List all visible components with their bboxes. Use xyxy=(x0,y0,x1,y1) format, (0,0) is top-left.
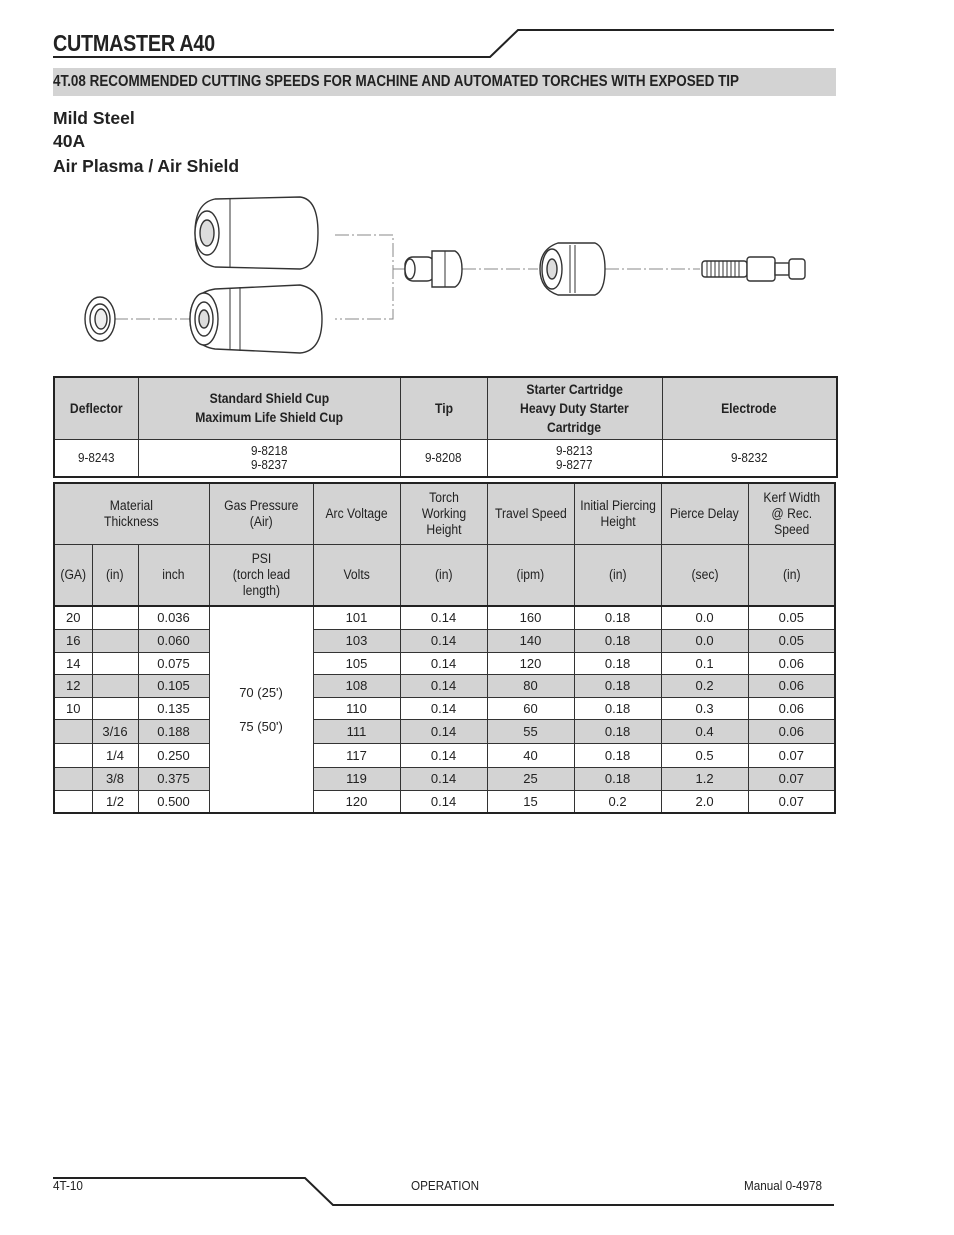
unit-kerf: (in) xyxy=(748,544,835,606)
deflector-part-number: 9-8243 xyxy=(54,439,138,477)
cell-speed: 120 xyxy=(487,652,574,674)
cell-speed: 40 xyxy=(487,743,574,767)
cell-ga: 10 xyxy=(54,697,92,719)
cell-height: 0.14 xyxy=(400,767,487,790)
parts-table xyxy=(53,376,838,478)
table-row xyxy=(54,697,835,719)
cell-pierce: 0.18 xyxy=(574,674,661,697)
kerf-width-header: Kerf Width @ Rec. Speed xyxy=(748,483,835,544)
cell-frac: 1/4 xyxy=(92,743,138,767)
tip-part xyxy=(405,251,462,287)
cell-kerf: 0.05 xyxy=(748,629,835,652)
electrode-part-number: 9-8232 xyxy=(662,439,837,477)
unit-psi: PSI (torch lead length) xyxy=(209,544,313,606)
electrode-part xyxy=(702,257,805,281)
cell-kerf: 0.07 xyxy=(748,743,835,767)
cell-volts: 103 xyxy=(313,629,400,652)
cell-height: 0.14 xyxy=(400,652,487,674)
shield-cup-max-life xyxy=(190,285,322,353)
cutting-speed-table xyxy=(53,482,836,814)
cell-pierce: 0.18 xyxy=(574,606,661,629)
gas-pressure-header: Gas Pressure (Air) xyxy=(209,483,313,544)
shield-cup-standard xyxy=(195,197,318,269)
cell-kerf: 0.07 xyxy=(748,790,835,813)
cell-delay: 1.2 xyxy=(661,767,748,790)
table-row xyxy=(54,790,835,813)
cell-frac xyxy=(92,629,138,652)
cell-pierce: 0.18 xyxy=(574,767,661,790)
shield-cup-header: Standard Shield Cup Maximum Life Shield Cup xyxy=(138,377,400,439)
cell-delay: 2.0 xyxy=(661,790,748,813)
cell-height: 0.14 xyxy=(400,606,487,629)
cell-kerf: 0.06 xyxy=(748,719,835,743)
cell-pierce: 0.18 xyxy=(574,697,661,719)
tip-part-number: 9-8208 xyxy=(400,439,487,477)
cell-ga: 12 xyxy=(54,674,92,697)
cell-delay: 0.1 xyxy=(661,652,748,674)
cell-delay: 0.3 xyxy=(661,697,748,719)
cell-speed: 25 xyxy=(487,767,574,790)
cell-delay: 0.5 xyxy=(661,743,748,767)
cell-inch: 0.075 xyxy=(138,652,209,674)
cell-volts: 108 xyxy=(313,674,400,697)
cell-kerf: 0.06 xyxy=(748,674,835,697)
table-row xyxy=(54,606,835,629)
cell-ga: 14 xyxy=(54,652,92,674)
cell-speed: 15 xyxy=(487,790,574,813)
cell-inch: 0.375 xyxy=(138,767,209,790)
cell-frac: 3/8 xyxy=(92,767,138,790)
cell-volts: 101 xyxy=(313,606,400,629)
cell-frac: 1/2 xyxy=(92,790,138,813)
cell-inch: 0.105 xyxy=(138,674,209,697)
cell-kerf: 0.06 xyxy=(748,652,835,674)
starter-part-numbers: 9-8213 9-8277 xyxy=(487,439,662,477)
cell-inch: 0.188 xyxy=(138,719,209,743)
cell-speed: 55 xyxy=(487,719,574,743)
electrode-header: Electrode xyxy=(662,377,837,439)
cell-delay: 0.0 xyxy=(661,606,748,629)
cell-height: 0.14 xyxy=(400,674,487,697)
table-row xyxy=(54,674,835,697)
cell-speed: 160 xyxy=(487,606,574,629)
page-number: 4T-10 xyxy=(53,1178,83,1193)
cell-ga: 16 xyxy=(54,629,92,652)
cell-height: 0.14 xyxy=(400,743,487,767)
unit-pierce-delay: (sec) xyxy=(661,544,748,606)
manual-number: Manual 0-4978 xyxy=(744,1178,823,1193)
cell-inch: 0.135 xyxy=(138,697,209,719)
cell-delay: 0.2 xyxy=(661,674,748,697)
cell-height: 0.14 xyxy=(400,719,487,743)
cell-delay: 0.0 xyxy=(661,629,748,652)
cell-volts: 117 xyxy=(313,743,400,767)
cell-pierce: 0.18 xyxy=(574,719,661,743)
cell-ga xyxy=(54,767,92,790)
cell-ga xyxy=(54,719,92,743)
cell-inch: 0.060 xyxy=(138,629,209,652)
section-title: 4T.08 RECOMMENDED CUTTING SPEEDS FOR MACHINE AND AUTOMATED TORCHES WITH EXPOSED TIP xyxy=(53,73,739,90)
table-row xyxy=(54,652,835,674)
material-thickness-header: Material Thickness xyxy=(54,483,209,544)
consumables-diagram xyxy=(0,185,954,370)
cell-height: 0.14 xyxy=(400,629,487,652)
cell-kerf: 0.07 xyxy=(748,767,835,790)
torch-height-header: Torch Working Height xyxy=(400,483,487,544)
cell-height: 0.14 xyxy=(400,790,487,813)
cell-volts: 120 xyxy=(313,790,400,813)
unit-pierce-height: (in) xyxy=(574,544,661,606)
deflector-header: Deflector xyxy=(54,377,138,439)
cell-pierce: 0.18 xyxy=(574,652,661,674)
unit-volts: Volts xyxy=(313,544,400,606)
cell-inch: 0.036 xyxy=(138,606,209,629)
table-row xyxy=(54,629,835,652)
header-rule xyxy=(0,0,954,70)
cell-pierce: 0.18 xyxy=(574,743,661,767)
cell-speed: 60 xyxy=(487,697,574,719)
cell-kerf: 0.06 xyxy=(748,697,835,719)
cell-frac xyxy=(92,697,138,719)
cell-frac xyxy=(92,674,138,697)
unit-inch: inch xyxy=(138,544,209,606)
unit-travel-speed: (ipm) xyxy=(487,544,574,606)
cell-ga xyxy=(54,790,92,813)
unit-in: (in) xyxy=(92,544,138,606)
travel-speed-header: Travel Speed xyxy=(487,483,574,544)
cell-inch: 0.500 xyxy=(138,790,209,813)
cell-ga xyxy=(54,743,92,767)
starter-cartridge-part xyxy=(540,243,605,295)
material-label: Mild Steel xyxy=(53,108,135,128)
cell-inch: 0.250 xyxy=(138,743,209,767)
cell-frac xyxy=(92,652,138,674)
cell-speed: 140 xyxy=(487,629,574,652)
doc-title: CUTMASTER A40 xyxy=(53,30,215,56)
table-row xyxy=(54,719,835,743)
gas-label: Air Plasma / Air Shield xyxy=(53,156,240,176)
footer-section: OPERATION xyxy=(411,1178,480,1193)
deflector-part xyxy=(85,297,115,341)
unit-ga: (GA) xyxy=(54,544,92,606)
starter-header: Starter Cartridge Heavy Duty Starter Cartridge xyxy=(487,377,662,439)
tip-header: Tip xyxy=(400,377,487,439)
pierce-height-header: Initial Piercing Height xyxy=(574,483,661,544)
cell-ga: 20 xyxy=(54,606,92,629)
speed-table-body xyxy=(54,606,835,813)
cell-volts: 111 xyxy=(313,719,400,743)
cell-pierce: 0.18 xyxy=(574,629,661,652)
pierce-delay-header: Pierce Delay xyxy=(661,483,748,544)
unit-torch-height: (in) xyxy=(400,544,487,606)
cell-volts: 110 xyxy=(313,697,400,719)
cell-speed: 80 xyxy=(487,674,574,697)
table-row xyxy=(54,743,835,767)
table-row xyxy=(54,767,835,790)
cell-frac xyxy=(92,606,138,629)
cell-kerf: 0.05 xyxy=(748,606,835,629)
cell-volts: 105 xyxy=(313,652,400,674)
gas-pressure-values: 70 (25') 75 (50') xyxy=(209,606,313,813)
amperage-label: 40A xyxy=(53,131,86,151)
cell-height: 0.14 xyxy=(400,697,487,719)
shield-cup-part-numbers: 9-8218 9-8237 xyxy=(138,439,400,477)
arc-voltage-header: Arc Voltage xyxy=(313,483,400,544)
cell-volts: 119 xyxy=(313,767,400,790)
cell-frac: 3/16 xyxy=(92,719,138,743)
cell-delay: 0.4 xyxy=(661,719,748,743)
cell-pierce: 0.2 xyxy=(574,790,661,813)
